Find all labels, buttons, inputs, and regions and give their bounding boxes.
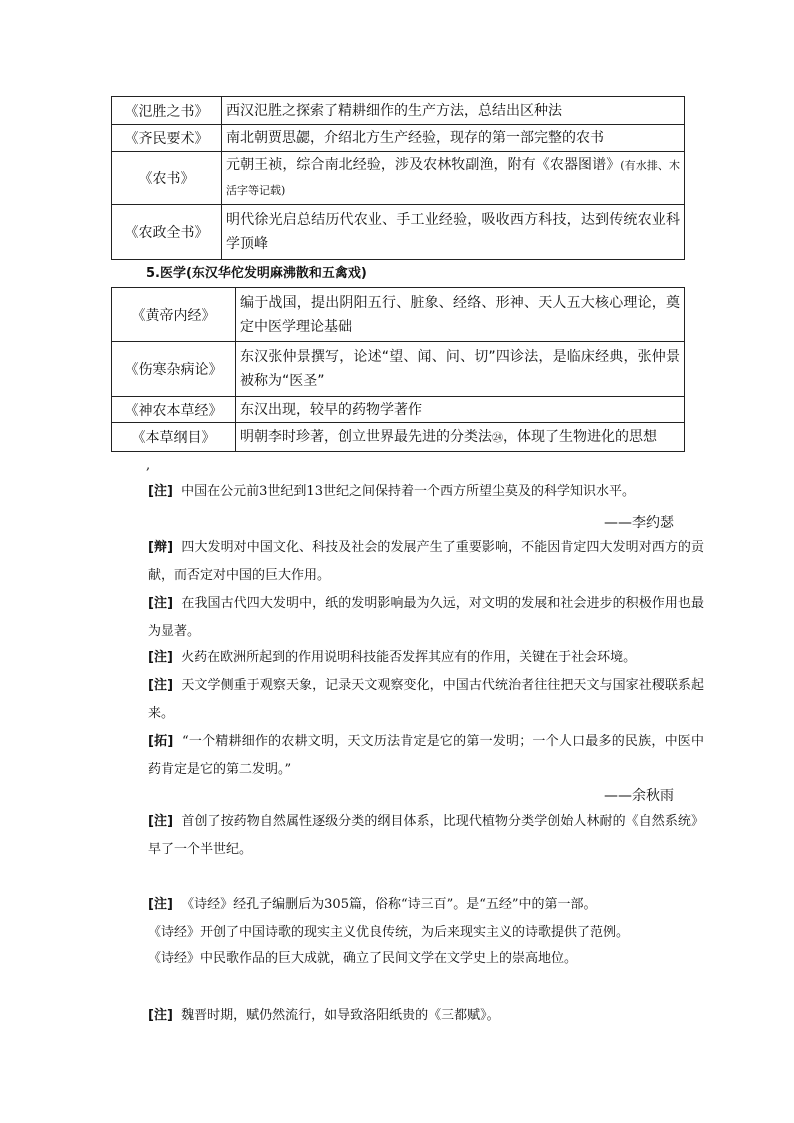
note-text: 魏晋时期，赋仍然流行，如导致洛阳纸贵的《三都赋》。 [181, 1008, 500, 1023]
note-paragraph [118, 534, 704, 590]
note-text: 火药在欧洲所起到的作用说明科技能否发挥其应有的作用，关键在于社会环境。 [181, 650, 637, 665]
note-text: 中国在公元前3世纪到13世纪之间保持着一个西方所望尘莫及的科学知识水平。 [181, 484, 635, 499]
note-tag: [注] [148, 650, 173, 665]
note-paragraph [118, 672, 704, 728]
note-tag: [注] [148, 678, 174, 693]
book-title: 《黄帝内经》 [112, 288, 236, 342]
quote-attribution: ——李约瑟 [604, 515, 674, 531]
table-row [112, 205, 685, 260]
book-description-cell [222, 152, 685, 205]
note-paragraph [118, 590, 704, 646]
book-title: 《神农本草经》 [112, 397, 236, 423]
note-tag: [注] [148, 1008, 173, 1023]
book-annotation: (有水排、木活字等记载) [226, 159, 680, 197]
agriculture-books-table [111, 96, 685, 260]
note-paragraph [118, 808, 704, 864]
note-paragraph [118, 478, 704, 506]
note-line: 《诗经》开创了中国诗歌的现实主义优良传统，为后来现实主义的诗歌提供了范例。 [148, 925, 630, 940]
note-text: 《诗经》经孔子编删后为305篇，俗称“诗三百”。是“五经”中的第一部。 [181, 897, 597, 912]
note-paragraph [118, 891, 704, 919]
table-row [112, 125, 685, 152]
book-title: 《农政全书》 [112, 205, 222, 260]
note-tag: [注] [148, 897, 173, 912]
note-paragraph [118, 1002, 704, 1030]
note-text: 四大发明对中国文化、科技及社会的发展产生了重要影响，不能因肯定四大发明对西方的贡献，而否定对中国的巨大作用。 [148, 540, 704, 583]
note-text: 天文学侧重于观察天象，记录天文观察变化，中国古代统治者往往把天文与国家社稷联系起来。 [148, 678, 704, 721]
note-tag: [辩] [148, 540, 174, 555]
table-row [112, 423, 685, 452]
book-description-tail: ，体现了生物进化的思想 [503, 428, 657, 445]
book-description: 明朝李时珍著，创立世界最先进的分类法 [240, 428, 492, 445]
book-description: 南北朝贾思勰，介绍北方生产经验，现存的第一部完整的农书 [222, 125, 685, 152]
table-row [112, 152, 685, 205]
book-description-cell [236, 423, 685, 452]
book-title: 《农书》 [112, 152, 222, 205]
book-title: 《齐民要术》 [112, 125, 222, 152]
book-description: 东汉张仲景撰写，论述“望、闻、问、切”四诊法，是临床经典，张仲景被称为“医圣” [236, 342, 685, 397]
note-text: “一个精耕细作的农耕文明，天文历法肯定是它的第一发明；一个人口最多的民族，中医中药肯定是它的第二发明。” [148, 734, 704, 777]
book-title: 《伤寒杂病论》 [112, 342, 236, 397]
table-row [112, 97, 685, 125]
table-row [112, 342, 685, 397]
book-title: 《氾胜之书》 [112, 97, 222, 125]
book-description: 明代徐光启总结历代农业、手工业经验，吸收西方科技，达到传统农业科学顶峰 [222, 205, 685, 260]
stray-mark: , [146, 458, 151, 473]
book-description: 东汉出现，较早的药物学著作 [236, 397, 685, 423]
note-tag: [拓] [148, 734, 174, 749]
note-tag: [注] [148, 484, 173, 499]
note-tag: [注] [148, 814, 174, 829]
note-paragraph [118, 728, 704, 784]
table-row [112, 288, 685, 342]
footnote-marker: ㉔ [492, 430, 503, 444]
note-tag: [注] [148, 596, 174, 611]
section-heading-medicine: 5.医学(东汉华佗发明麻沸散和五禽戏) [146, 266, 367, 281]
medicine-books-table [111, 287, 685, 452]
book-title: 《本草纲目》 [112, 423, 236, 452]
note-text: 在我国古代四大发明中，纸的发明影响最为久远，对文明的发展和社会进步的积极作用也最为显著。 [148, 596, 704, 639]
quote-attribution: ——余秋雨 [604, 788, 674, 804]
table-row [112, 397, 685, 423]
note-line: 《诗经》中民歌作品的巨大成就，确立了民间文学在文学史上的崇高地位。 [148, 951, 578, 966]
book-description: 编于战国，提出阴阳五行、脏象、经络、形神、天人五大核心理论，奠定中医学理论基础 [236, 288, 685, 342]
book-description: 元朝王祯，综合南北经验，涉及农林牧副渔，附有《农器图谱》 [226, 157, 621, 173]
note-paragraph [118, 644, 704, 672]
note-text: 首创了按药物自然属性逐级分类的纲目体系，比现代植物分类学创始人林耐的《自然系统》早了一个半世纪。 [148, 814, 704, 857]
book-description: 西汉氾胜之探索了精耕细作的生产方法，总结出区种法 [222, 97, 685, 125]
